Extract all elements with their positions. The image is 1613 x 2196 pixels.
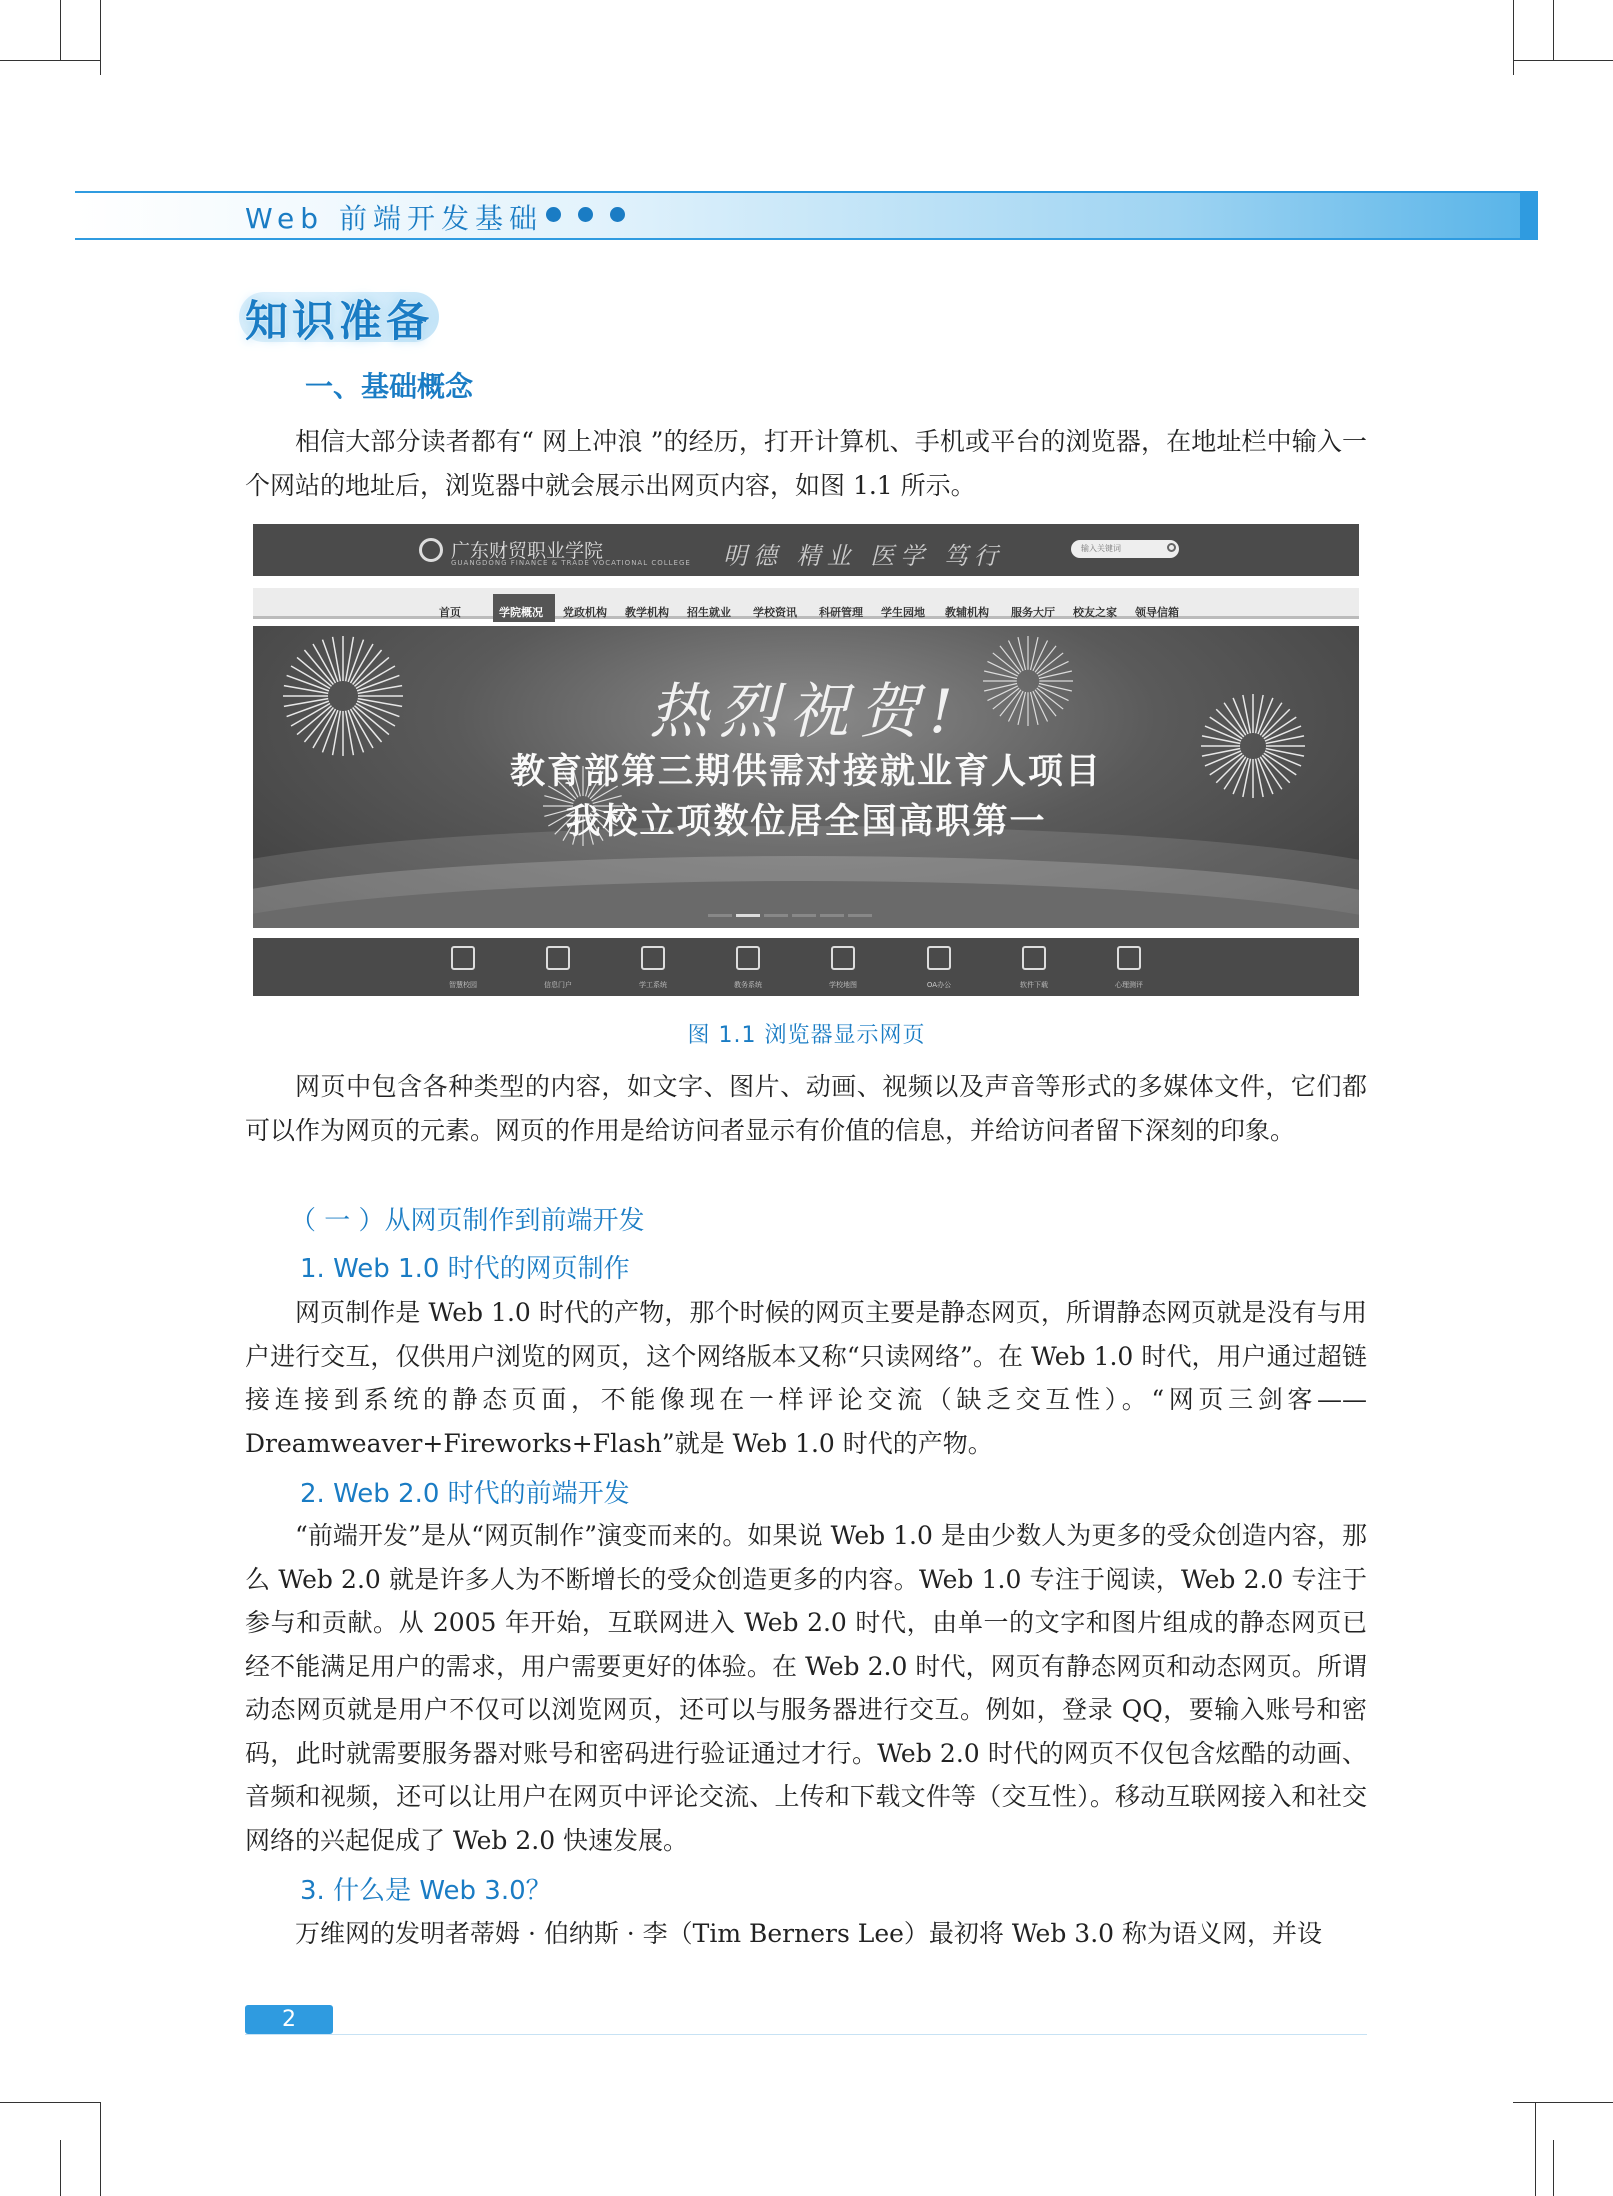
quick-link-icon bbox=[1117, 946, 1141, 970]
crop-mark-br-v bbox=[1535, 2102, 1536, 2196]
carousel-dot-4 bbox=[792, 914, 816, 917]
header-dot-1 bbox=[546, 207, 561, 222]
figure-caption: 图 1.1 浏览器显示网页 bbox=[687, 1023, 926, 1048]
paragraph-5: 万维网的发明者蒂姆 · 伯纳斯 · 李（Tim Berners Lee）最初将 Web 3.0 称为语义网，并设 bbox=[295, 1919, 1322, 1948]
site-nav-item: 学生园地 bbox=[881, 606, 925, 619]
quick-link-label: 学校地图 bbox=[829, 981, 857, 989]
carousel-dot-1 bbox=[708, 914, 732, 917]
crop-mark-tl-v bbox=[100, 0, 101, 75]
book-title: Web 前端开发基础 bbox=[245, 202, 543, 235]
crop-mark-tl-v2 bbox=[60, 0, 61, 60]
subheading-web1: 1. Web 1.0 时代的网页制作 bbox=[300, 1254, 630, 1284]
site-nav-bar bbox=[253, 588, 1359, 619]
site-logo-subtitle: GUANGDONG FINANCE & TRADE VOCATIONAL COLLEGE bbox=[451, 559, 691, 567]
carousel-dot-5 bbox=[820, 914, 844, 917]
site-nav-item: 招生就业 bbox=[687, 606, 731, 619]
quick-link-icon bbox=[831, 946, 855, 970]
site-nav-item: 领导信箱 bbox=[1135, 606, 1179, 619]
carousel-dot-6 bbox=[848, 914, 872, 917]
search-icon bbox=[1167, 543, 1176, 552]
site-nav-item: 科研管理 bbox=[819, 606, 863, 619]
quick-link-icon bbox=[736, 946, 760, 970]
heading-basic-concepts: 一、基础概念 bbox=[305, 370, 474, 403]
section-banner bbox=[245, 288, 433, 349]
site-nav-item: 教辅机构 bbox=[945, 606, 989, 619]
site-header bbox=[253, 524, 1359, 576]
carousel-dot-2 bbox=[736, 914, 760, 917]
crop-mark-br-h bbox=[1513, 2102, 1613, 2103]
quick-link-icon bbox=[641, 946, 665, 970]
crop-mark-tr-h bbox=[1513, 60, 1613, 61]
site-search-input: 输入关键词 bbox=[1071, 540, 1179, 558]
site-nav-item: 校友之家 bbox=[1073, 606, 1117, 619]
figure-browser-webpage bbox=[253, 524, 1359, 996]
site-logo-text: 广东财贸职业学院 bbox=[451, 540, 604, 562]
crop-mark-bl-v bbox=[100, 2102, 101, 2196]
quick-link-icon bbox=[1022, 946, 1046, 970]
paragraph-2: 网页中包含各种类型的内容，如文字、图片、动画、视频以及声音等形式的多媒体文件，它们都可以作为网页的元素。网页的作用是给访问者显示有价值的信息，并给访问者留下深刻的印象。 bbox=[245, 1072, 1367, 1145]
college-logo-icon bbox=[419, 538, 443, 562]
page-number: 2 bbox=[245, 2005, 333, 2034]
subheading-web2: 2. Web 2.0 时代的前端开发 bbox=[300, 1479, 630, 1509]
quick-link-label: 智慧校园 bbox=[449, 981, 477, 989]
site-nav-item: 首页 bbox=[439, 606, 461, 619]
crop-mark-bl-h bbox=[0, 2102, 100, 2103]
paragraph-1: 相信大部分读者都有“ 网上冲浪 ”的经历，打开计算机、手机或平台的浏览器，在地址栏中输入一个网站的地址后，浏览器中就会展示出网页内容，如图 1.1 所示。 bbox=[245, 427, 1367, 500]
quick-links-bar bbox=[253, 938, 1359, 996]
quick-link-label: OA办公 bbox=[926, 981, 952, 989]
quick-link-icon bbox=[546, 946, 570, 970]
paragraph-4: “前端开发”是从“网页制作”演变而来的。如果说 Web 1.0 是由少数人为更多的受众创造内容，那么 Web 2.0 就是许多人为不断增长的受众创造更多的内容。Web 1.0 专注于阅读，Web 2.0 专注于参与和贡献。从 2005 年开始，互联网进入 Web 2.0 时代，由单一的文字和图片组成的静态网页已经不能满足用户的需求，用户需要更好的体验。在 Web 2.0 时代，网页有静态网页和动态网页。所谓动态网页就是用户不仅可以浏览网页，还可以与服务器进行交互。例如，登录 QQ，要输入账号和密码，此时就需要服务器对账号和密码进行验证通过才行。Web 2.0 时代的网页不仅包含炫酷的动画、音频和视频，还可以让用户在网页中评论交流、上传和下载文件等（交互性）。移动互联网接入和社交网络的兴起促成了 Web 2.0 快速发展。 bbox=[245, 1521, 1367, 1855]
quick-link-icon bbox=[927, 946, 951, 970]
crop-mark-tr-v bbox=[1513, 0, 1514, 75]
site-nav-item: 学校资讯 bbox=[753, 606, 797, 619]
banner-subline-1: 教育部第三期供需对接就业育人项目 bbox=[509, 751, 1102, 792]
banner-subline-2: 我校立项数位居全国高职第一 bbox=[565, 801, 1047, 842]
paragraph-3: 网页制作是 Web 1.0 时代的产物，那个时候的网页主要是静态网页，所谓静态网页就是没有与用户进行交互，仅供用户浏览的网页，这个网络版本又称“只读网络”。在 Web 1.0 时代，用户通过超链接连接到系统的静态页面，不能像现在一样评论交流（缺乏交互性）。“网页三剑客——Dreamweaver+Fireworks+Flash”就是 Web 1.0 时代的产物。 bbox=[245, 1298, 1367, 1458]
crop-mark-tr-v2 bbox=[1553, 0, 1554, 60]
quick-link-label: 心理测评 bbox=[1115, 981, 1143, 989]
subheading-web3: 3. 什么是 Web 3.0？ bbox=[300, 1876, 552, 1906]
site-nav-item: 服务大厅 bbox=[1011, 606, 1055, 619]
site-hero-banner bbox=[253, 626, 1359, 928]
header-dot-3 bbox=[610, 207, 625, 222]
carousel-dot-3 bbox=[764, 914, 788, 917]
section-banner-text: 知识准备 bbox=[245, 297, 433, 347]
quick-link-label: 软件下载 bbox=[1020, 981, 1048, 989]
header-dot-2 bbox=[578, 207, 593, 222]
subheading-from-webpage-to-frontend: （ 一 ）从网页制作到前端开发 bbox=[290, 1206, 645, 1236]
banner-headline: 热烈祝贺! bbox=[648, 677, 964, 747]
crop-mark-br-v2 bbox=[1553, 2140, 1554, 2196]
quick-link-label: 学工系统 bbox=[639, 981, 667, 989]
header-end-bar bbox=[1520, 193, 1538, 238]
bottom-rule bbox=[245, 2034, 1367, 2035]
site-motto: 明德 精业 医学 笃行 bbox=[723, 542, 1004, 570]
site-nav-item: 教学机构 bbox=[625, 606, 669, 619]
site-nav-item: 学院概况 bbox=[499, 606, 543, 619]
quick-link-icon bbox=[451, 946, 475, 970]
quick-link-label: 信息门户 bbox=[544, 981, 572, 989]
crop-mark-tl-h bbox=[0, 60, 100, 61]
quick-link-label: 教务系统 bbox=[734, 981, 762, 989]
crop-mark-bl-v2 bbox=[60, 2140, 61, 2196]
site-nav-item: 党政机构 bbox=[563, 606, 607, 619]
